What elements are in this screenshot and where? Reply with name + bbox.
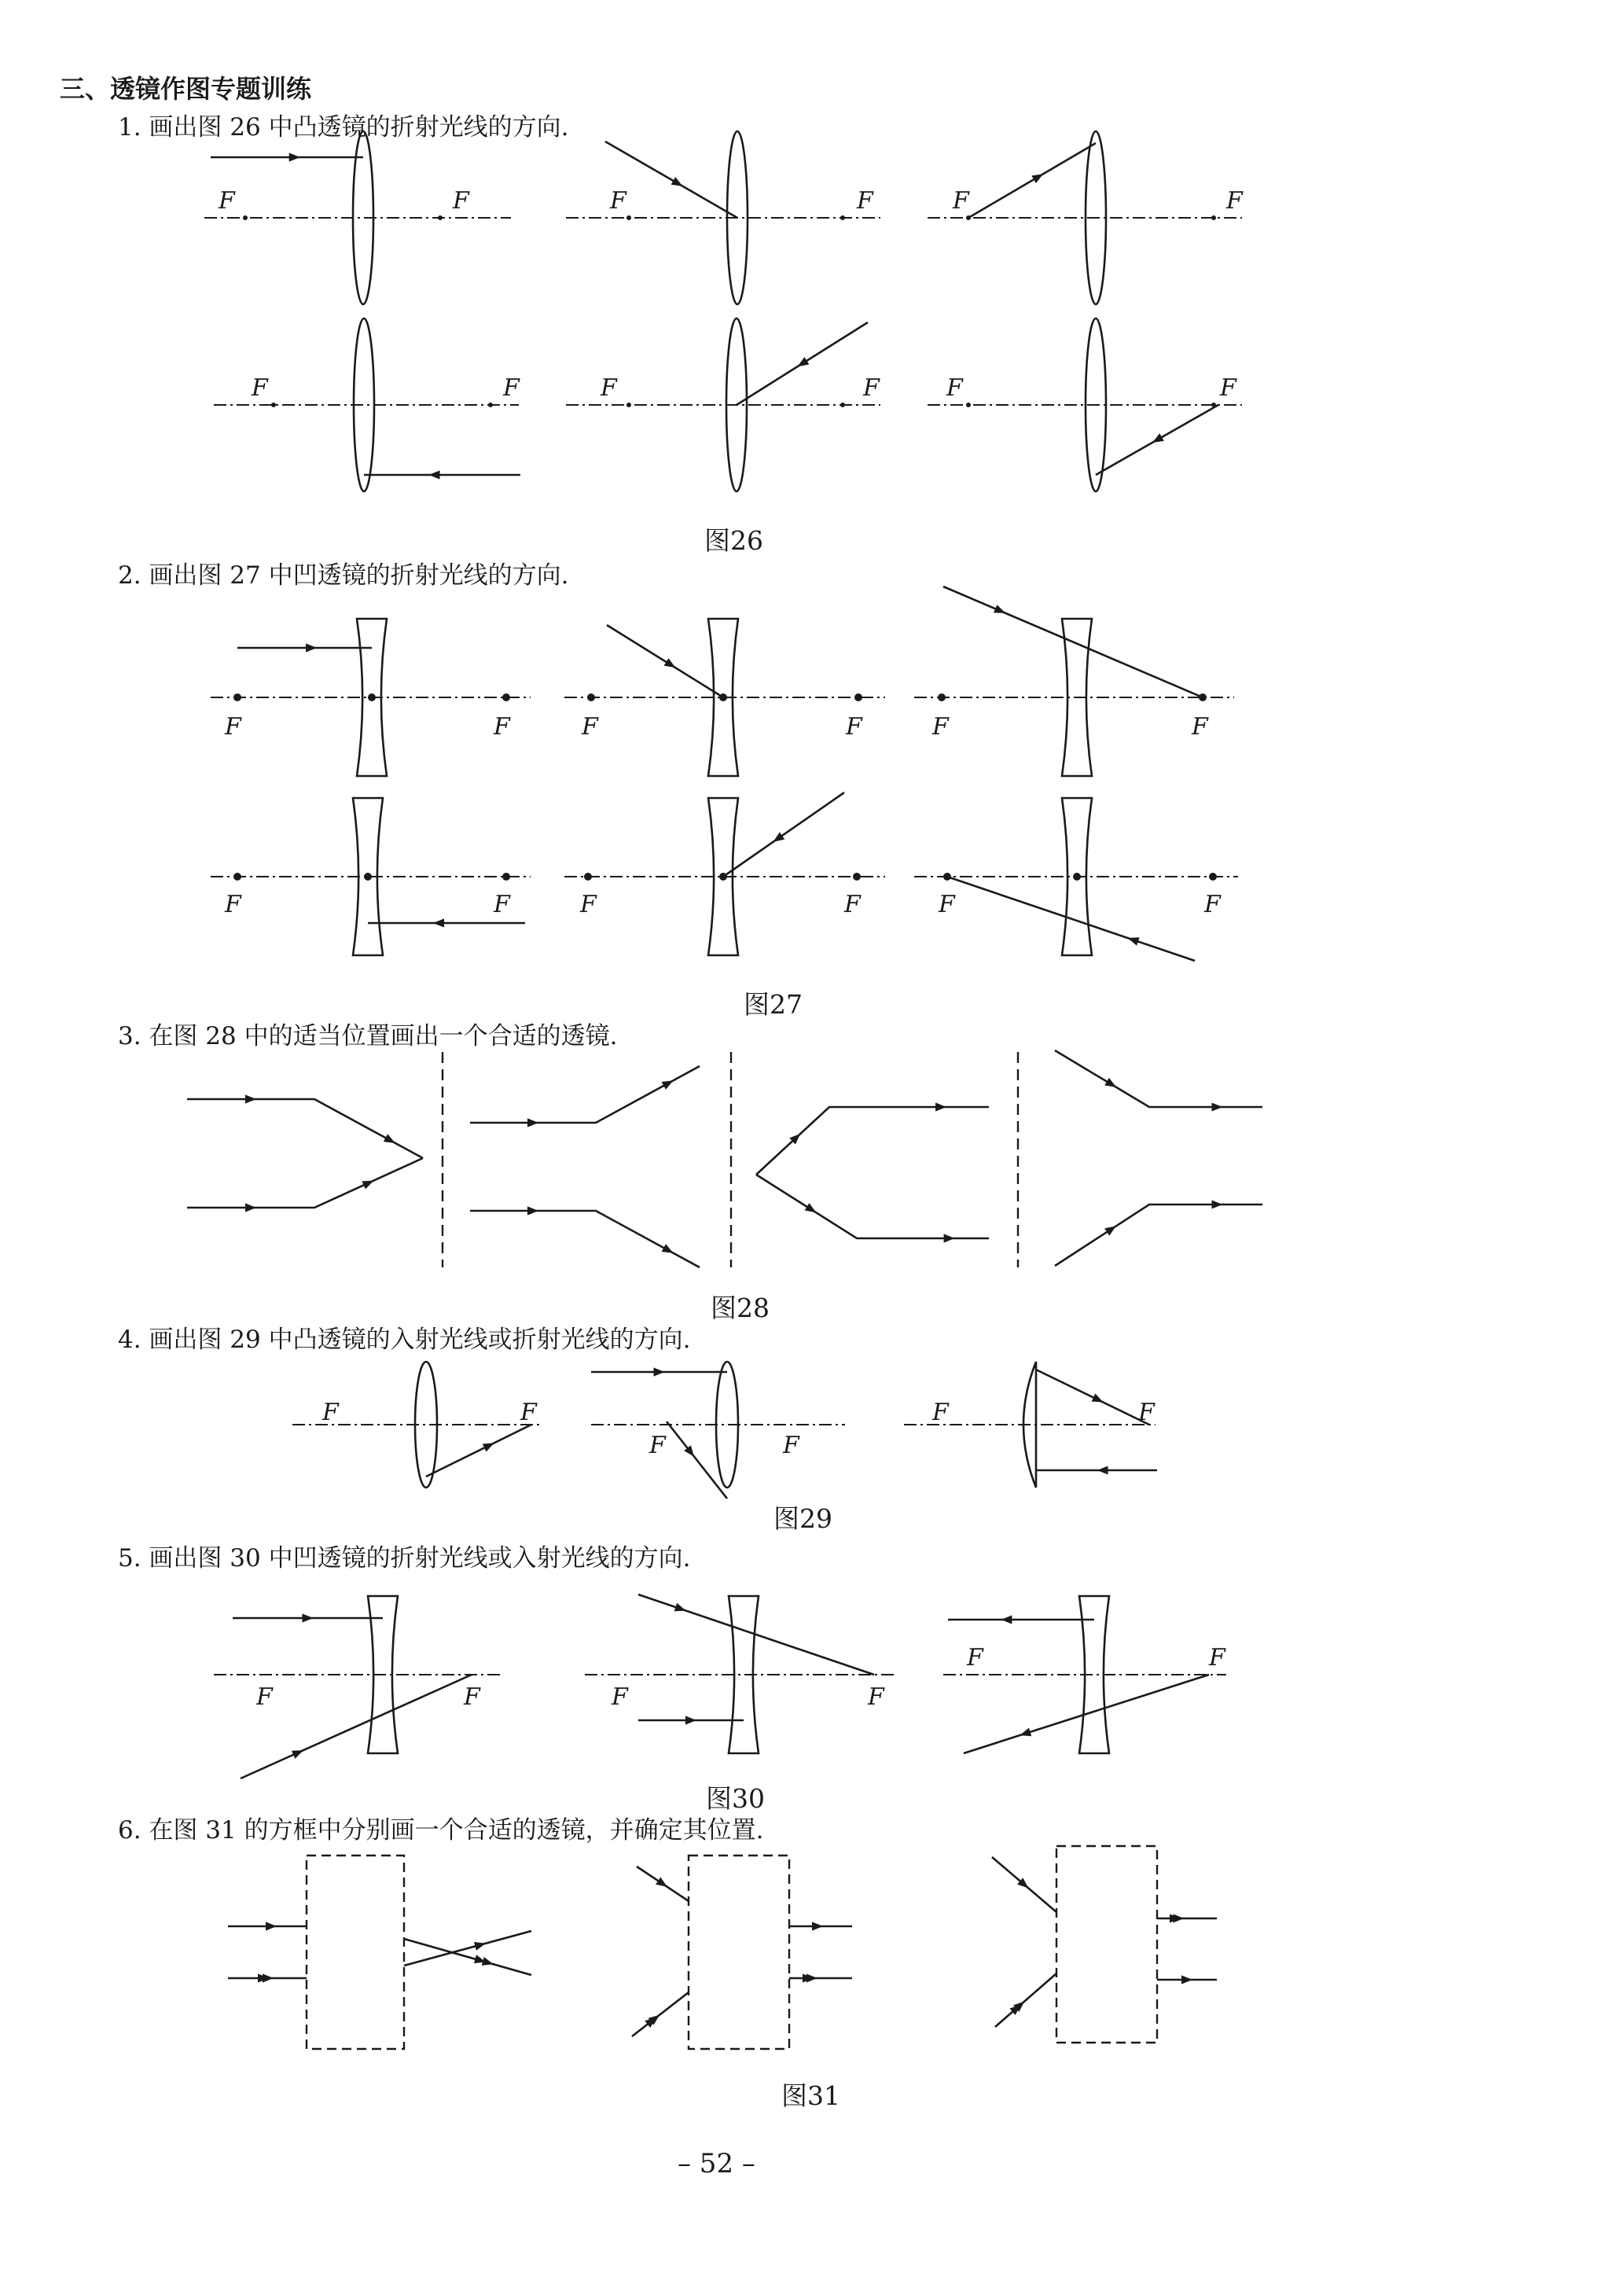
arrow-head [803, 362, 804, 363]
focus-label: F [464, 1683, 480, 1711]
arrow-head [667, 1249, 669, 1250]
focal-point [938, 693, 946, 701]
arrow-head [654, 2018, 656, 2019]
focal-point [840, 215, 845, 220]
light-ray [947, 877, 1195, 961]
light-ray [1055, 1205, 1262, 1266]
focus-label: F [256, 1683, 273, 1711]
dashed-box [307, 1856, 404, 2049]
focus-label: F [857, 187, 873, 215]
light-ray [943, 587, 1203, 697]
figure-31-caption: 图31 [781, 2080, 840, 2111]
light-ray [241, 1675, 472, 1778]
light-ray [187, 1158, 423, 1208]
figure-30-caption: 图30 [706, 1783, 765, 1814]
arrow-head [367, 1183, 369, 1184]
figure-29-convex-lens-diagrams [292, 1362, 1157, 1499]
arrow-head [690, 1451, 691, 1453]
arrow-head [1025, 1733, 1027, 1734]
light-ray [404, 1931, 531, 1966]
focus-label: F [844, 891, 861, 918]
focal-point [438, 215, 443, 220]
focus-label: F [953, 187, 969, 215]
light-ray [470, 1066, 700, 1123]
focal-point [1211, 215, 1216, 220]
focal-point [502, 873, 510, 881]
light-ray [1036, 1370, 1149, 1425]
focus-label: F [1192, 713, 1208, 741]
focus-label: F [612, 1683, 628, 1711]
arrow-head [479, 1945, 480, 1946]
question-3: 3. 在图 28 中的适当位置画出一个合适的透镜. [118, 1022, 618, 1050]
focal-point [488, 403, 493, 407]
figure-26-caption: 图26 [704, 525, 763, 556]
focal-point [854, 693, 862, 701]
arrow-head [1016, 2008, 1017, 2009]
arrow-head [1019, 2005, 1020, 2006]
light-ray [756, 1107, 989, 1175]
focal-point [966, 403, 971, 407]
question-1: 1. 画出图 26 中凸透镜的折射光线的方向. [118, 113, 569, 142]
arrow-head [667, 1083, 669, 1084]
focus-label: F [503, 374, 520, 402]
focus-label: F [494, 891, 510, 918]
focal-point [587, 693, 595, 701]
arrow-head [999, 610, 1001, 611]
focal-point [271, 403, 276, 407]
focus-label: F [580, 891, 597, 918]
figure-26-convex-lens-diagrams [204, 131, 1244, 491]
focus-label: F [582, 713, 598, 741]
arrow-head [1037, 177, 1038, 178]
arrow-head [810, 1208, 812, 1209]
light-ray [1055, 1050, 1262, 1107]
focal-point [853, 873, 861, 881]
light-ray [632, 1992, 689, 2036]
focus-label: F [932, 713, 949, 741]
light-ray [187, 1099, 423, 1158]
dashed-box [1056, 1846, 1157, 2043]
focal-point [243, 215, 248, 220]
focus-label: F [494, 713, 510, 741]
focus-label: F [967, 1644, 983, 1672]
question-6: 6. 在图 31 的方框中分别画一个合适的透镜，并确定其位置. [118, 1816, 764, 1844]
focus-label: F [322, 1399, 339, 1426]
focal-point [233, 873, 241, 881]
figure-29-caption: 图29 [773, 1503, 832, 1534]
arrow-head [670, 664, 671, 665]
light-ray [426, 1425, 531, 1477]
focus-label: F [1138, 1399, 1155, 1426]
focus-label: F [1204, 891, 1221, 918]
light-ray [723, 793, 844, 877]
focal-point [626, 403, 631, 407]
focal-point [364, 873, 372, 881]
focal-point [1209, 873, 1217, 881]
arrow-head [487, 1962, 488, 1963]
focal-point [368, 693, 376, 701]
focus-label: F [1220, 374, 1236, 402]
light-ray [995, 1973, 1056, 2027]
focal-point [233, 693, 241, 701]
light-ray [404, 1939, 531, 1975]
arrow-head [1023, 1884, 1024, 1885]
focus-label: F [1226, 187, 1243, 215]
focus-label: F [868, 1683, 884, 1711]
focus-label: F [252, 374, 268, 402]
focus-label: F [932, 1399, 949, 1426]
arrow-head [677, 182, 678, 183]
arrow-head [389, 1140, 391, 1141]
figure-28-ray-diagrams [187, 1050, 1262, 1267]
question-5: 5. 画出图 30 中凹透镜的折射光线或入射光线的方向. [118, 1544, 691, 1572]
focal-point [1073, 873, 1081, 881]
focus-label: F [939, 891, 955, 918]
focus-label: F [649, 1432, 666, 1459]
focus-label: F [863, 374, 880, 402]
focus-label: F [219, 187, 235, 215]
arrow-head [1110, 1229, 1111, 1230]
focus-label: F [225, 713, 241, 741]
page-number: – 52 – [678, 2148, 755, 2179]
focus-label: F [225, 891, 241, 918]
light-ray [756, 1175, 989, 1238]
figure-31-box-diagrams [228, 1846, 1217, 2049]
focus-label: F [453, 187, 469, 215]
focus-label: F [946, 374, 963, 402]
focus-label: F [601, 374, 617, 402]
light-ray [607, 625, 723, 697]
question-4: 4. 画出图 29 中凸透镜的入射光线或折射光线的方向. [118, 1326, 691, 1354]
figure-30-concave-lens-diagrams [214, 1594, 1226, 1778]
figure-27-caption: 图27 [744, 989, 803, 1020]
arrow-head [488, 1445, 490, 1446]
question-2: 2. 画出图 27 中凹透镜的折射光线的方向. [118, 561, 569, 590]
focus-label: F [1209, 1644, 1225, 1672]
focus-label: F [783, 1432, 799, 1459]
focal-point [626, 215, 631, 220]
figure-27-concave-lens-diagrams [211, 587, 1238, 961]
arrow-head [479, 1960, 480, 1961]
figure-28-caption: 图28 [711, 1293, 770, 1323]
arrow-head [777, 838, 779, 839]
focus-label: F [520, 1399, 537, 1426]
focal-point [584, 873, 592, 881]
arrow-head [1097, 1399, 1098, 1400]
focus-label: F [846, 713, 862, 741]
light-ray [964, 1675, 1209, 1753]
focus-label: F [610, 187, 626, 215]
dashed-box [689, 1856, 789, 2049]
section-title: 三、透镜作图专题训练 [60, 74, 312, 104]
focal-point [840, 403, 845, 407]
light-ray [470, 1211, 700, 1267]
arrow-head [661, 1883, 663, 1884]
focal-point [502, 693, 510, 701]
light-ray [968, 143, 1096, 218]
arrow-head [1110, 1083, 1111, 1084]
